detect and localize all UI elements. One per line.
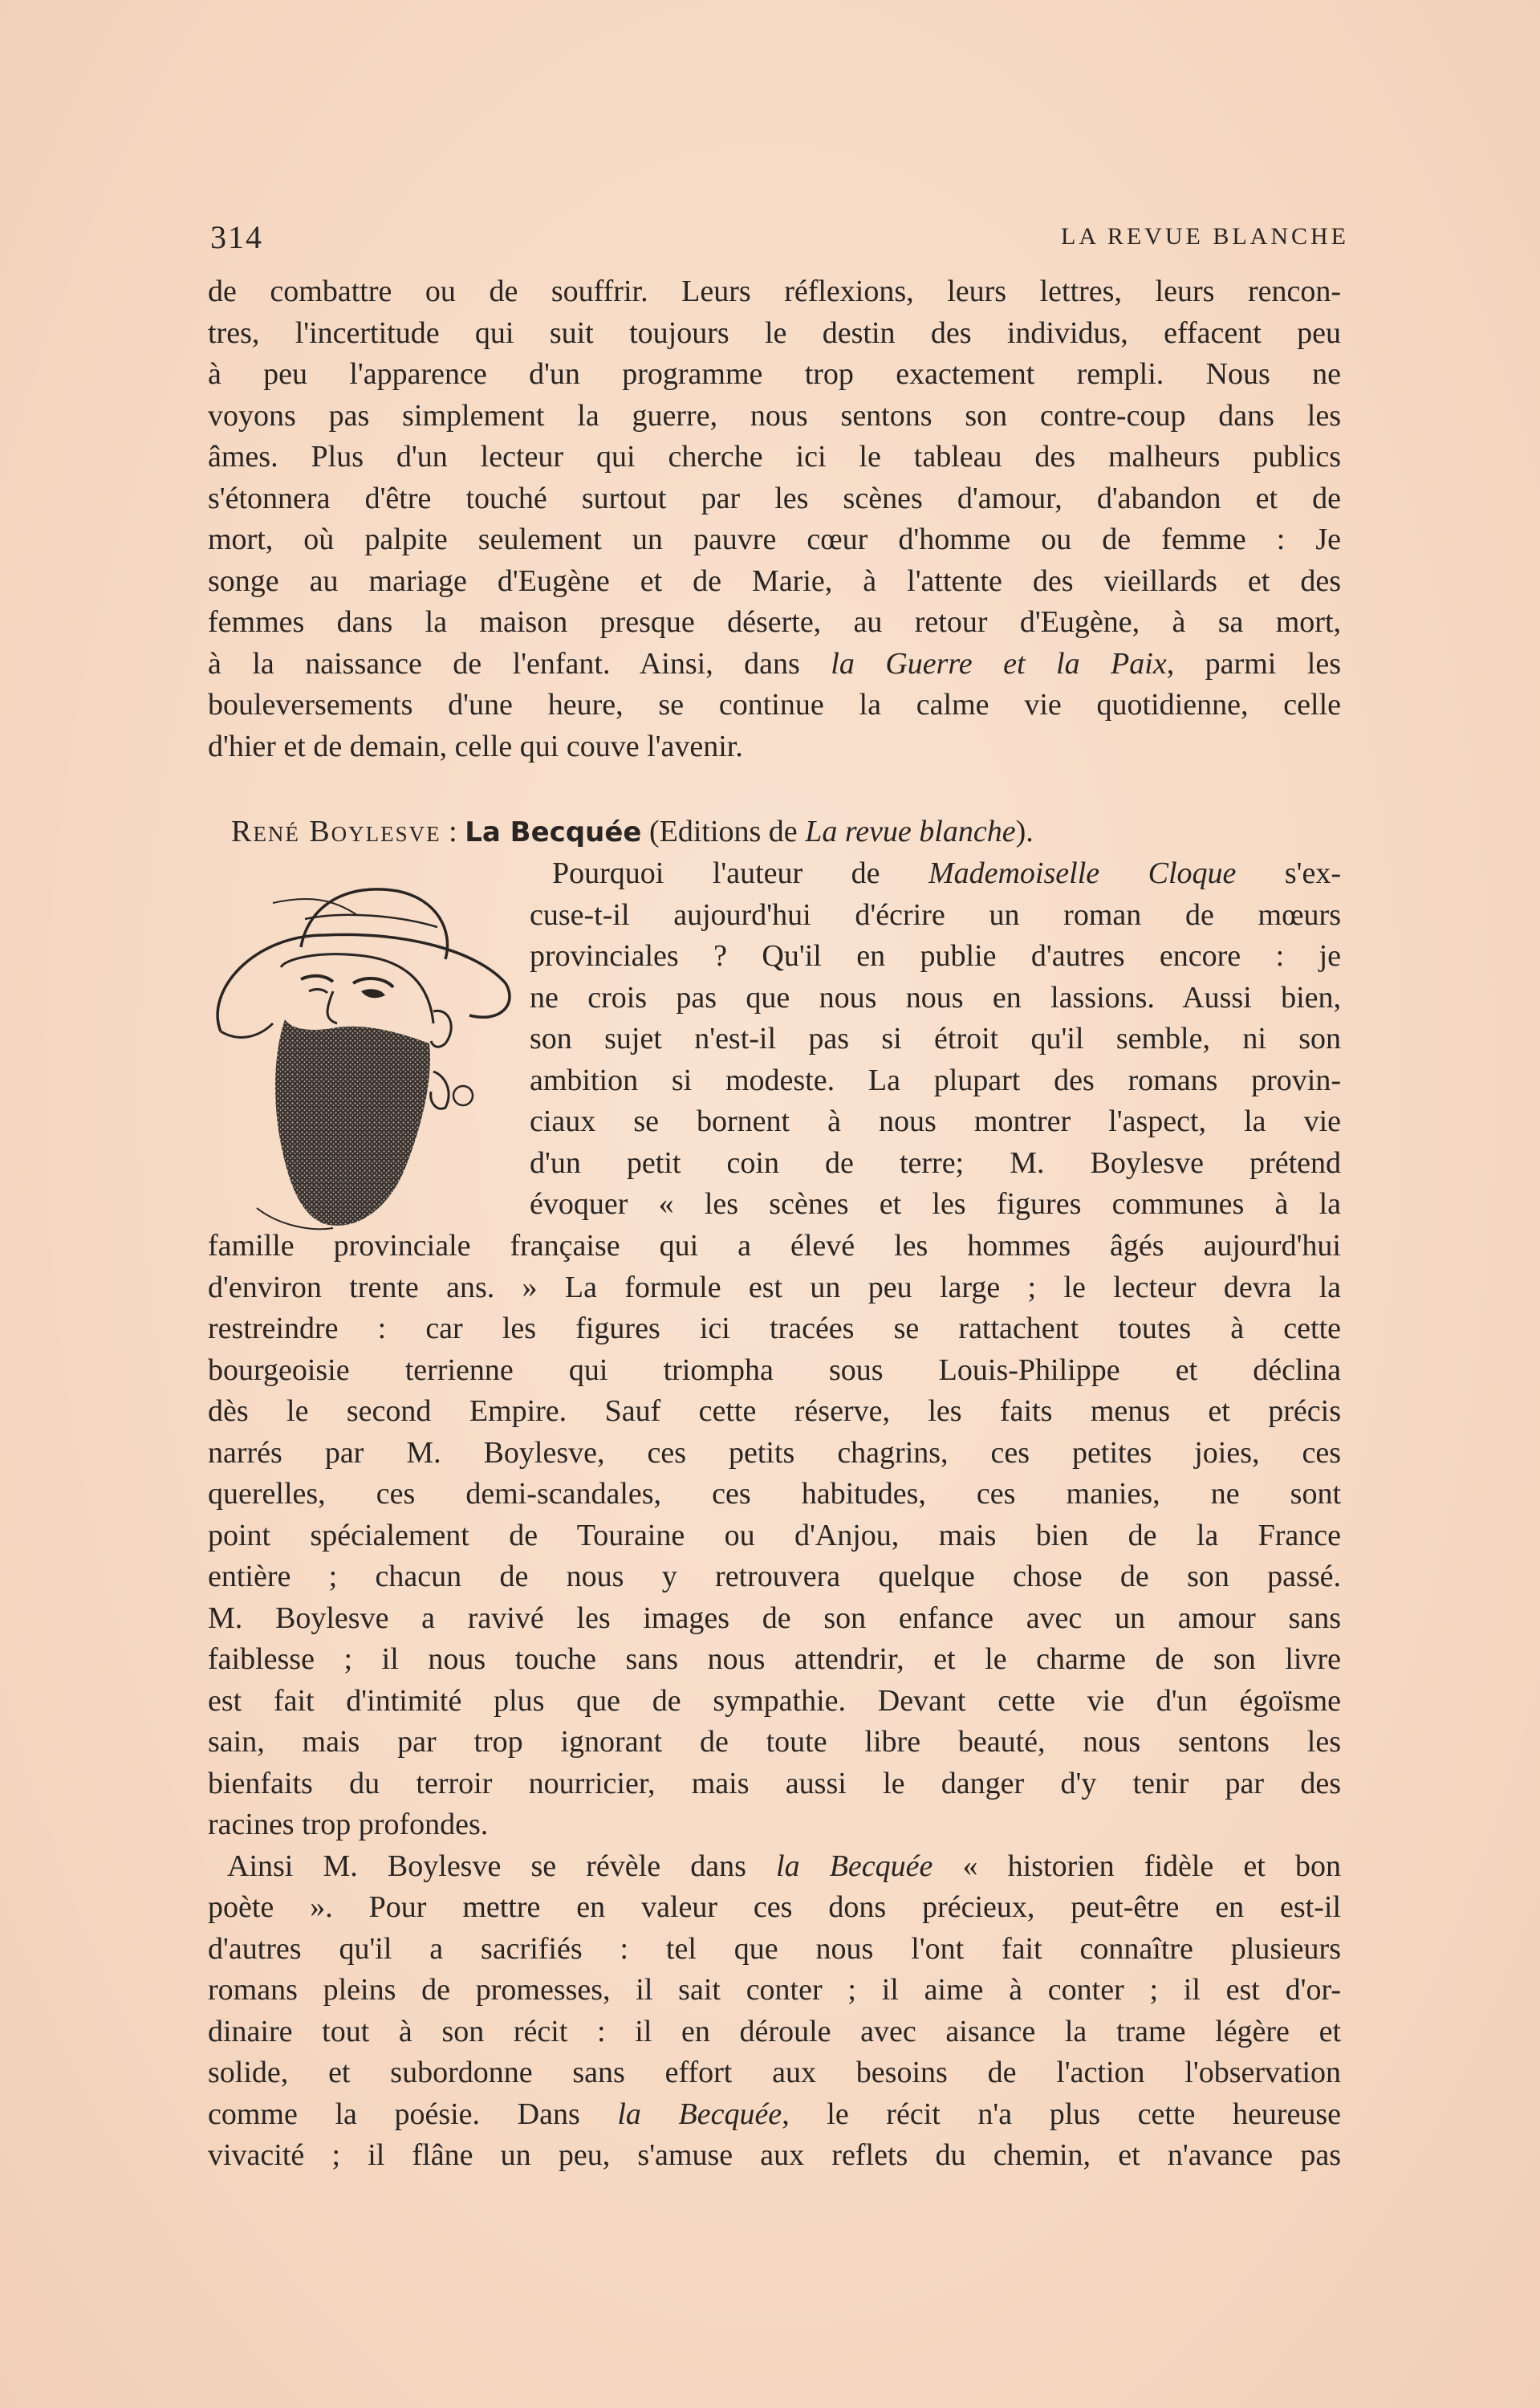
text-line: sain, mais par trop ignorant de toute libre beauté, nous sentons les [208, 1725, 1341, 1759]
caricature-drawing [205, 871, 526, 1240]
text-line: âmes. Plus d'un lecteur qui cherche ici le tableau des malheurs publics [208, 440, 1341, 474]
text-line: à peu l'apparence d'un programme trop exactement rempli. Nous ne [208, 357, 1341, 391]
text-span: , parmi les [1166, 646, 1341, 681]
text-line [208, 2094, 1341, 2136]
work-title: la Guerre et la Paix [831, 646, 1167, 681]
text-line: provinciales ? Qu'il en publie d'autres encore : je [530, 939, 1341, 973]
text-line: mort, où palpite seulement un pauvre cœur d'homme ou de femme : Je [208, 523, 1341, 556]
text-span: , le récit n'a plus cette heureuse [782, 2097, 1342, 2131]
text-line: dinaire tout à son récit : il en déroule avec aisance la trame légère et [208, 2014, 1341, 2048]
text-line: bienfaits du terroir nourricier, mais aussi le danger d'y tenir par des [208, 1766, 1341, 1800]
text-line: d'un petit coin de terre; M. Boylesve prétend [530, 1145, 1341, 1180]
review-publisher-end: ). [1015, 815, 1034, 848]
paragraph-review-start [530, 853, 1341, 1226]
text-line: vivacité ; il flâne un peu, s'amuse aux reflets du chemin, et n'avance pas [208, 2138, 1341, 2172]
text-span: s'ex- [1236, 856, 1341, 890]
page-number: 314 [210, 219, 263, 255]
review-book-title: La Becquée [465, 816, 642, 848]
text-line: querelles, ces demi-scandales, ces habitudes, ces manies, ne sont [208, 1477, 1341, 1511]
text-line: est fait d'intimité plus que de sympathie. Devant cette vie d'un égoïsme [208, 1683, 1341, 1718]
work-title: la Becquée [617, 2097, 782, 2131]
text-line [530, 853, 1341, 895]
text-line: s'étonnera d'être touché surtout par les scènes d'amour, d'abandon et de [208, 481, 1341, 515]
text-line: tres, l'incertitude qui suit toujours le destin des individus, effacent peu [208, 315, 1341, 350]
text-line: d'autres qu'il a sacrifiés : tel que nous l'ont fait connaître plusieurs [208, 1931, 1341, 1966]
text-line: femmes dans la maison presque déserte, au retour d'Eugène, à sa mort, [208, 605, 1341, 639]
review-separator: : [441, 815, 465, 848]
text-line [208, 644, 1341, 685]
text-line: ciaux se bornent à nous montrer l'aspect, la vie [530, 1104, 1341, 1138]
text-line: racines trop profondes. [208, 1808, 489, 1841]
text-line: d'environ trente ans. » La formule est un peu large ; le lecteur devra la [208, 1270, 1341, 1304]
paragraph-war-novel [208, 271, 1341, 767]
page-header [210, 218, 1349, 258]
text-line: ne crois pas que nous nous en lassions. Aussi bien, [530, 980, 1341, 1015]
text-span: à la naissance de l'enfant. Ainsi, dans [208, 646, 831, 681]
text-line: bourgeoisie terrienne qui triompha sous Louis-Philippe et déclina [208, 1352, 1341, 1387]
text-line: M. Boylesve a ravivé les images de son enfance avec un amour sans [208, 1601, 1341, 1635]
text-line: évoquer « les scènes et les figures communes à la [530, 1187, 1341, 1221]
author-caricature [205, 871, 526, 1240]
text-line: famille provinciale française qui a élevé les hommes âgés aujourd'hui [208, 1229, 1341, 1263]
text-line: voyons pas simplement la guerre, nous sentons son contre-coup dans les [208, 398, 1341, 433]
text-line: narrés par M. Boylesve, ces petits chagrins, ces petites joies, ces [208, 1435, 1341, 1470]
text-line: d'hier et de demain, celle qui couve l'avenir. [208, 729, 743, 763]
text-line: de combattre ou de souffrir. Leurs réflexions, leurs lettres, leurs rencon- [208, 275, 1341, 308]
text-span: Ainsi M. Boylesve se révèle dans [227, 1849, 777, 1883]
review-publisher-name: La revue blanche [805, 815, 1016, 848]
text-line: point spécialement de Touraine ou d'Anjou, mais bien de la France [208, 1518, 1341, 1552]
text-line: entière ; chacun de nous y retrouvera quelque chose de son passé. [208, 1560, 1341, 1593]
text-line: ambition si modeste. La plupart des romans provin- [530, 1063, 1341, 1097]
text-line: bouleversements d'une heure, se continue la calme vie quotidienne, celle [208, 688, 1341, 722]
text-span: comme la poésie. Dans [208, 2097, 618, 2131]
work-title: Mademoiselle Cloque [928, 856, 1237, 890]
review-publisher: (Editions de [641, 815, 806, 848]
text-line: son sujet n'est-il pas si étroit qu'il semble, ni son [530, 1022, 1341, 1056]
text-line: songe au mariage d'Eugène et de Marie, à l'attente des vieillards et des [208, 563, 1341, 598]
review-heading [231, 811, 1355, 853]
work-title: la Becquée [776, 1849, 933, 1883]
text-line: poète ». Pour mettre en valeur ces dons précieux, peut-être en est-il [208, 1890, 1341, 1924]
text-line: cuse-t-il aujourd'hui d'écrire un roman de mœurs [530, 897, 1341, 932]
text-line [208, 1846, 1341, 1888]
text-line: restreindre : car les figures ici tracées se rattachent toutes à cette [208, 1312, 1341, 1345]
text-line: solide, et subordonne sans effort aux besoins de l'action l'observation [208, 2056, 1341, 2089]
text-line: romans pleins de promesses, il sait conter ; il aime à conter ; il est d'or- [208, 1973, 1341, 2007]
text-line: faiblesse ; il nous touche sans nous attendrir, et le charme de son livre [208, 1642, 1341, 1676]
paragraph-review-body [208, 1226, 1341, 2177]
text-span: Pourquoi l'auteur de [552, 856, 928, 890]
text-line: dès le second Empire. Sauf cette réserve, les faits menus et précis [208, 1394, 1341, 1428]
running-title: LA REVUE BLANCHE [1061, 223, 1349, 250]
text-span: « historien fidèle et bon [933, 1849, 1341, 1883]
review-author: René Boylesve [231, 815, 441, 848]
